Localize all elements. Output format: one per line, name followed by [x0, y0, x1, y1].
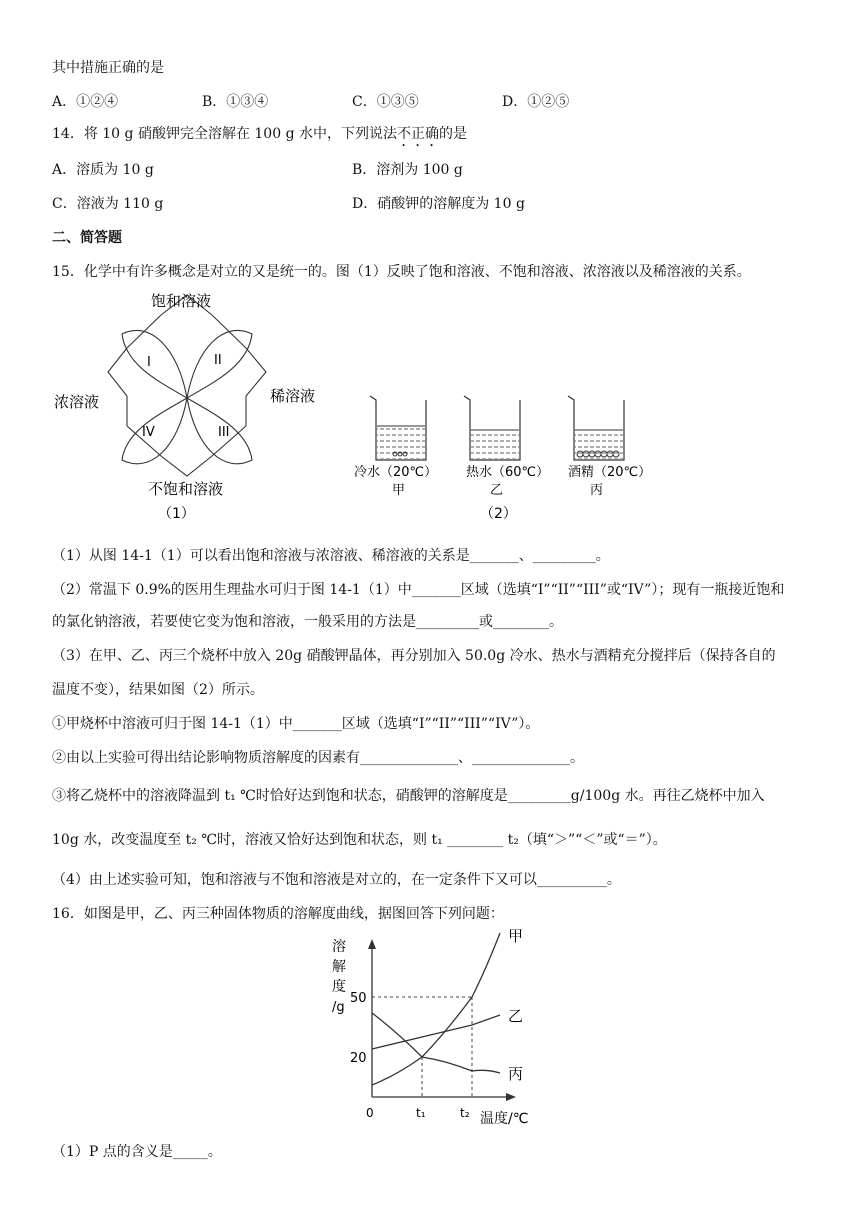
- section-heading: 二、简答题: [52, 230, 122, 246]
- q14-option-a: A．溶质为 10 g: [52, 162, 154, 178]
- q14-stem-emphasis: 不正确: [396, 126, 439, 142]
- series-label-yi: 乙: [508, 1007, 524, 1025]
- beaker-yi: [464, 396, 520, 460]
- q15-part1: （1）从图 14-1（1）可以看出饱和溶液与浓溶液、稀溶液的关系是_______、_________。: [52, 548, 610, 564]
- q13-stem-tail: 其中措施正确的是: [52, 60, 164, 76]
- q14-option-c: C．溶液为 110 g: [52, 196, 164, 212]
- q14-option-d: D．硝酸钾的溶解度为 10 g: [352, 196, 525, 212]
- flower-diagram: [50, 286, 340, 526]
- series-label-bing: 丙: [508, 1065, 524, 1083]
- q14-option-b: B．溶剂为 100 g: [352, 162, 463, 178]
- origin-label: 0: [366, 1106, 374, 1120]
- y-axis-arrow: [368, 939, 376, 949]
- x-tick-t1: t₁: [416, 1106, 426, 1120]
- q14-stem-post: 的是: [438, 126, 467, 142]
- q15-part3-line5: ③将乙烧杯中的溶液降温到 t₁ ℃时恰好达到饱和状态，硝酸钾的溶解度是_________g/100g 水。再往乙烧杯中加入: [52, 788, 765, 804]
- beaker-1-name: 甲: [392, 483, 406, 498]
- q16-part1: （1）P 点的含义是_____。: [52, 1144, 222, 1160]
- q15-part3-line1: （3）在甲、乙、丙三个烧杯中放入 20g 硝酸钾晶体，再分别加入 50.0g 冷水、热水与酒精充分搅拌后（保持各自的: [52, 648, 776, 664]
- q15-part3-line3: ①甲烧杯中溶液可归于图 14-1（1）中_______区域（选填“I”“II”“III”“IV”）。: [52, 716, 540, 732]
- beaker-2-label: 热水（60℃）: [466, 465, 550, 480]
- q15-part3-line4: ②由以上实验可得出结论影响物质溶解度的因素有______________、______________。: [52, 750, 584, 766]
- fig1-left-label: 浓溶液: [54, 393, 100, 411]
- fig1-caption: （1）: [158, 506, 195, 522]
- x-axis-label: 温度/℃: [480, 1111, 529, 1127]
- q16-stem: 16．如图是甲，乙、丙三种固体物质的溶解度曲线，据图回答下列问题：: [52, 906, 504, 922]
- beaker-3-name: 丙: [590, 483, 604, 498]
- y-tick-20: 20: [350, 1051, 367, 1066]
- fig1-top-label: 饱和溶液: [151, 292, 212, 310]
- q14-stem-pre: 14．将 10 g 硝酸钾完全溶解在 100 g 水中，下列说法: [52, 126, 397, 142]
- fig1-region-iv: IV: [142, 425, 155, 440]
- curve-yi: [372, 1015, 500, 1049]
- beakers-figure: [350, 390, 652, 525]
- q14-stem: [52, 124, 467, 150]
- fig1-region-ii: II: [214, 353, 222, 368]
- ylabel-char-1: 溶: [332, 939, 346, 955]
- y-tick-50: 50: [350, 991, 367, 1006]
- beaker-3-label: 酒精（20℃）: [568, 465, 652, 480]
- curve-jia: [372, 933, 500, 1085]
- q15-part2-line2: 的氯化钠溶液，若要使它变为饱和溶液，一般采用的方法是_________或________。: [52, 614, 563, 630]
- fig1-bottom-label: 不饱和溶液: [148, 480, 224, 498]
- ylabel-char-3: 度: [332, 979, 346, 995]
- q15-part3-line6: 10g 水，改变温度至 t₂ ℃时，溶液又恰好达到饱和状态，则 t₁ ________ t₂（填“＞”“＜”或“＝”）。: [52, 832, 667, 848]
- fig2-caption: （2）: [480, 506, 517, 522]
- q13-option-a: A．①②④: [52, 94, 119, 110]
- x-axis-arrow: [506, 1093, 516, 1101]
- ylabel-char-2: 解: [332, 959, 346, 975]
- beaker-bing: [568, 396, 624, 460]
- beaker-2-name: 乙: [490, 483, 504, 498]
- q15-stem: 15．化学中有许多概念是对立的又是统一的。图（1）反映了饱和溶液、不饱和溶液、浓溶液以及稀溶液的关系。: [52, 264, 751, 280]
- fig1-right-label: 稀溶液: [270, 387, 316, 405]
- series-label-jia: 甲: [508, 927, 524, 945]
- solubility-chart: [320, 927, 560, 1130]
- q13-option-d: D．①②⑤: [502, 94, 570, 110]
- ylabel-char-4: /g: [332, 1000, 345, 1015]
- q13-option-b: B．①③④: [202, 94, 269, 110]
- q15-part2-line1: （2）常温下 0.9%的医用生理盐水可归于图 14-1（1）中_______区域（选填“I”“II”“III”或“IV”）；现有一瓶接近饱和: [52, 582, 785, 598]
- q13-option-c: C．①③⑤: [352, 94, 419, 110]
- fig1-region-i: I: [147, 355, 151, 370]
- q15-part3-line2: 温度不变），结果如图（2）所示。: [52, 682, 264, 698]
- x-tick-t2: t₂: [460, 1106, 470, 1120]
- q15-part4: （4）由上述实验可知，饱和溶液与不饱和溶液是对立的，在一定条件下又可以__________。: [52, 872, 621, 888]
- beaker-jia: [370, 396, 426, 460]
- beaker-1-label: 冷水（20℃）: [354, 465, 438, 480]
- fig1-region-iii: III: [218, 425, 230, 440]
